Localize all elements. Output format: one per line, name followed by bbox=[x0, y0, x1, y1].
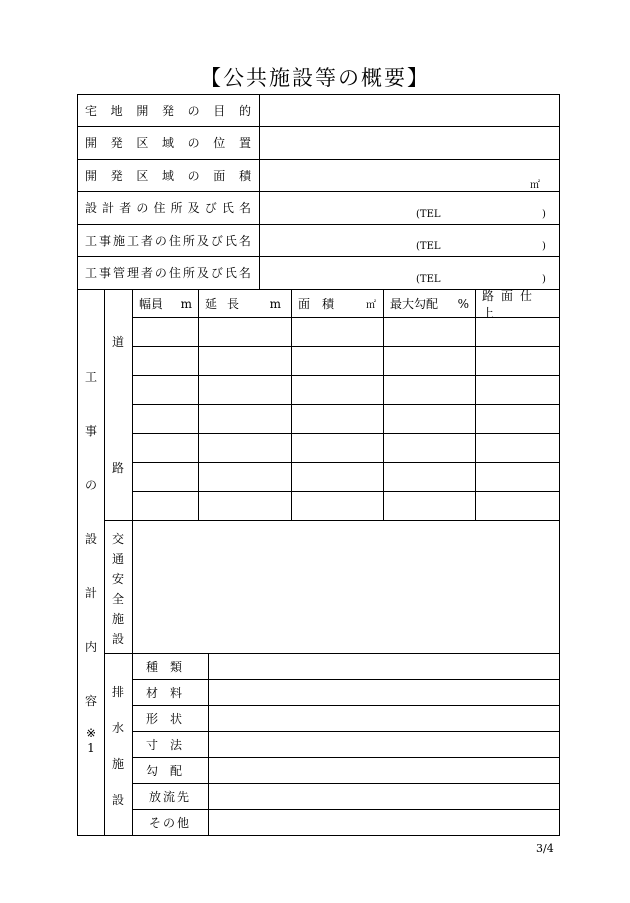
drainage-item-label: 材料 bbox=[145, 685, 194, 700]
contractor-label bbox=[85, 224, 251, 256]
label-char: 住 bbox=[153, 201, 166, 215]
drainage-item-field[interactable] bbox=[209, 784, 559, 809]
label-char: 目 bbox=[213, 103, 226, 118]
label-char: 者 bbox=[140, 233, 153, 248]
label-char: 置 bbox=[238, 136, 251, 150]
width-label: 幅員 bbox=[139, 297, 164, 311]
contractor-tel-open: (TEL bbox=[416, 241, 441, 252]
label-char: 及 bbox=[196, 266, 209, 280]
designer-tel-close: ) bbox=[542, 209, 546, 220]
label-char: 宅 bbox=[85, 103, 98, 118]
manager-tel-close: ) bbox=[542, 274, 546, 285]
label-char: 位 bbox=[213, 136, 226, 150]
label-char: 名 bbox=[238, 201, 251, 215]
vertical-char: 設 bbox=[84, 532, 97, 546]
label-char: 開 bbox=[136, 103, 149, 118]
vertical-char: 計 bbox=[84, 586, 97, 600]
vertical-char: 設 bbox=[111, 632, 124, 646]
vertical-char: 通 bbox=[111, 552, 124, 566]
page-number: 3/4 bbox=[536, 842, 554, 855]
label-char: び bbox=[210, 233, 223, 248]
manager-label bbox=[85, 256, 251, 289]
road-header-width bbox=[139, 290, 192, 317]
label-char: 管 bbox=[112, 266, 125, 280]
label-char: の bbox=[136, 201, 149, 215]
label-char: 工 bbox=[85, 266, 98, 280]
label-char: 者 bbox=[140, 266, 153, 280]
label-char: 氏 bbox=[224, 266, 237, 280]
vertical-char: 設 bbox=[111, 793, 124, 807]
width-unit: m bbox=[180, 296, 192, 311]
label-char: 事 bbox=[98, 266, 111, 280]
vertical-char: 交 bbox=[111, 532, 124, 546]
drainage-item-label: 放流先 bbox=[148, 789, 191, 804]
vertical-char: 排 bbox=[111, 685, 124, 699]
manager-field[interactable] bbox=[260, 257, 559, 289]
label-char: 氏 bbox=[224, 233, 237, 248]
label-char: 名 bbox=[238, 233, 251, 248]
drainage-item-label: 形状 bbox=[145, 711, 194, 726]
manager-tel-open: (TEL bbox=[416, 274, 441, 285]
label-char: 工 bbox=[85, 233, 98, 248]
label-char: 住 bbox=[168, 266, 181, 280]
label-char: の bbox=[187, 168, 200, 183]
label-char: 積 bbox=[238, 168, 251, 183]
label-char: 事 bbox=[98, 233, 111, 248]
drainage-item-field[interactable] bbox=[209, 810, 559, 835]
vertical-char: 安 bbox=[111, 572, 124, 586]
slope-label: 最大勾配 bbox=[390, 297, 439, 311]
label-char: の bbox=[187, 103, 200, 118]
label-char: 理 bbox=[126, 266, 139, 280]
label-char: 発 bbox=[161, 103, 174, 118]
location-label bbox=[85, 126, 251, 159]
drainage-item-field[interactable] bbox=[209, 706, 559, 731]
vertical-char: の bbox=[84, 478, 97, 492]
vertical-char: 内 bbox=[84, 640, 97, 654]
drainage-item-label: 寸法 bbox=[145, 737, 194, 752]
road-header-slope bbox=[390, 290, 469, 317]
label-char: 所 bbox=[182, 233, 195, 248]
label-char: 者 bbox=[119, 201, 132, 215]
drainage-item-field[interactable] bbox=[209, 758, 559, 783]
length-label: 延長 bbox=[205, 297, 250, 311]
surface-label: 路面仕上 bbox=[482, 288, 540, 320]
label-char: 施 bbox=[112, 233, 125, 248]
label-char: び bbox=[204, 201, 217, 215]
contractor-field[interactable] bbox=[260, 225, 559, 256]
vertical-char: 事 bbox=[84, 424, 97, 438]
purpose-label bbox=[85, 94, 251, 126]
area-label bbox=[85, 159, 251, 191]
label-char: 名 bbox=[238, 266, 251, 280]
contractor-tel-close: ) bbox=[542, 241, 546, 252]
vertical-char: 工 bbox=[84, 370, 97, 384]
label-char: 計 bbox=[102, 201, 115, 215]
label-char: 所 bbox=[170, 201, 183, 215]
label-char: 域 bbox=[161, 136, 174, 150]
label-char: 発 bbox=[110, 168, 123, 183]
designer-field[interactable] bbox=[260, 192, 559, 224]
label-char: の bbox=[154, 266, 167, 280]
label-char: の bbox=[154, 233, 167, 248]
label-char: 域 bbox=[161, 168, 174, 183]
label-char: 工 bbox=[126, 233, 139, 248]
road-header-surface bbox=[482, 288, 556, 320]
vertical-char: 水 bbox=[111, 721, 124, 735]
road-header-length bbox=[205, 290, 281, 317]
label-char: 発 bbox=[110, 136, 123, 150]
label-char: 及 bbox=[187, 201, 200, 215]
label-char: 設 bbox=[85, 201, 98, 215]
label-char: 区 bbox=[136, 136, 149, 150]
vertical-char: 施 bbox=[111, 612, 124, 626]
area-field[interactable] bbox=[260, 160, 559, 191]
label-char: 住 bbox=[168, 233, 181, 248]
label-char: 所 bbox=[182, 266, 195, 280]
page-title: 【公共施設等の概要】 bbox=[200, 66, 430, 90]
area-label: 面積 bbox=[298, 297, 347, 311]
label-char: 地 bbox=[110, 103, 123, 118]
label-char: 面 bbox=[213, 168, 226, 183]
vertical-char: 全 bbox=[111, 592, 124, 606]
slope-unit: % bbox=[457, 296, 469, 311]
drainage-item-label: 種類 bbox=[145, 659, 194, 674]
vertical-char: 容 bbox=[84, 694, 97, 708]
length-unit: m bbox=[269, 296, 281, 311]
label-char: の bbox=[187, 136, 200, 150]
designer-label bbox=[85, 191, 251, 224]
area-unit: ㎡ bbox=[530, 180, 540, 191]
label-char: 区 bbox=[136, 168, 149, 183]
drainage-item-field[interactable] bbox=[209, 680, 559, 705]
label-char: 開 bbox=[85, 168, 98, 183]
road-label-1: 道 bbox=[111, 335, 124, 349]
road-header-area bbox=[298, 290, 376, 317]
area-unit: ㎡ bbox=[366, 300, 376, 311]
label-char: 的 bbox=[238, 103, 251, 118]
label-char: び bbox=[210, 266, 223, 280]
drainage-item-label: 勾配 bbox=[145, 763, 194, 778]
designer-tel-open: (TEL bbox=[416, 209, 441, 220]
label-char: 氏 bbox=[221, 201, 234, 215]
note-number: 1 bbox=[87, 741, 95, 755]
drainage-item-field[interactable] bbox=[209, 732, 559, 757]
drainage-item-field[interactable] bbox=[209, 654, 559, 679]
vertical-char: 施 bbox=[111, 757, 124, 771]
drainage-item-label: その他 bbox=[148, 815, 191, 830]
road-label-2: 路 bbox=[111, 461, 124, 475]
label-char: 及 bbox=[196, 233, 209, 248]
location-field[interactable] bbox=[260, 127, 559, 159]
note-mark: ※ bbox=[85, 726, 97, 740]
purpose-field[interactable] bbox=[260, 95, 559, 126]
traffic-safety-field[interactable] bbox=[133, 521, 559, 653]
label-char: 開 bbox=[85, 136, 98, 150]
